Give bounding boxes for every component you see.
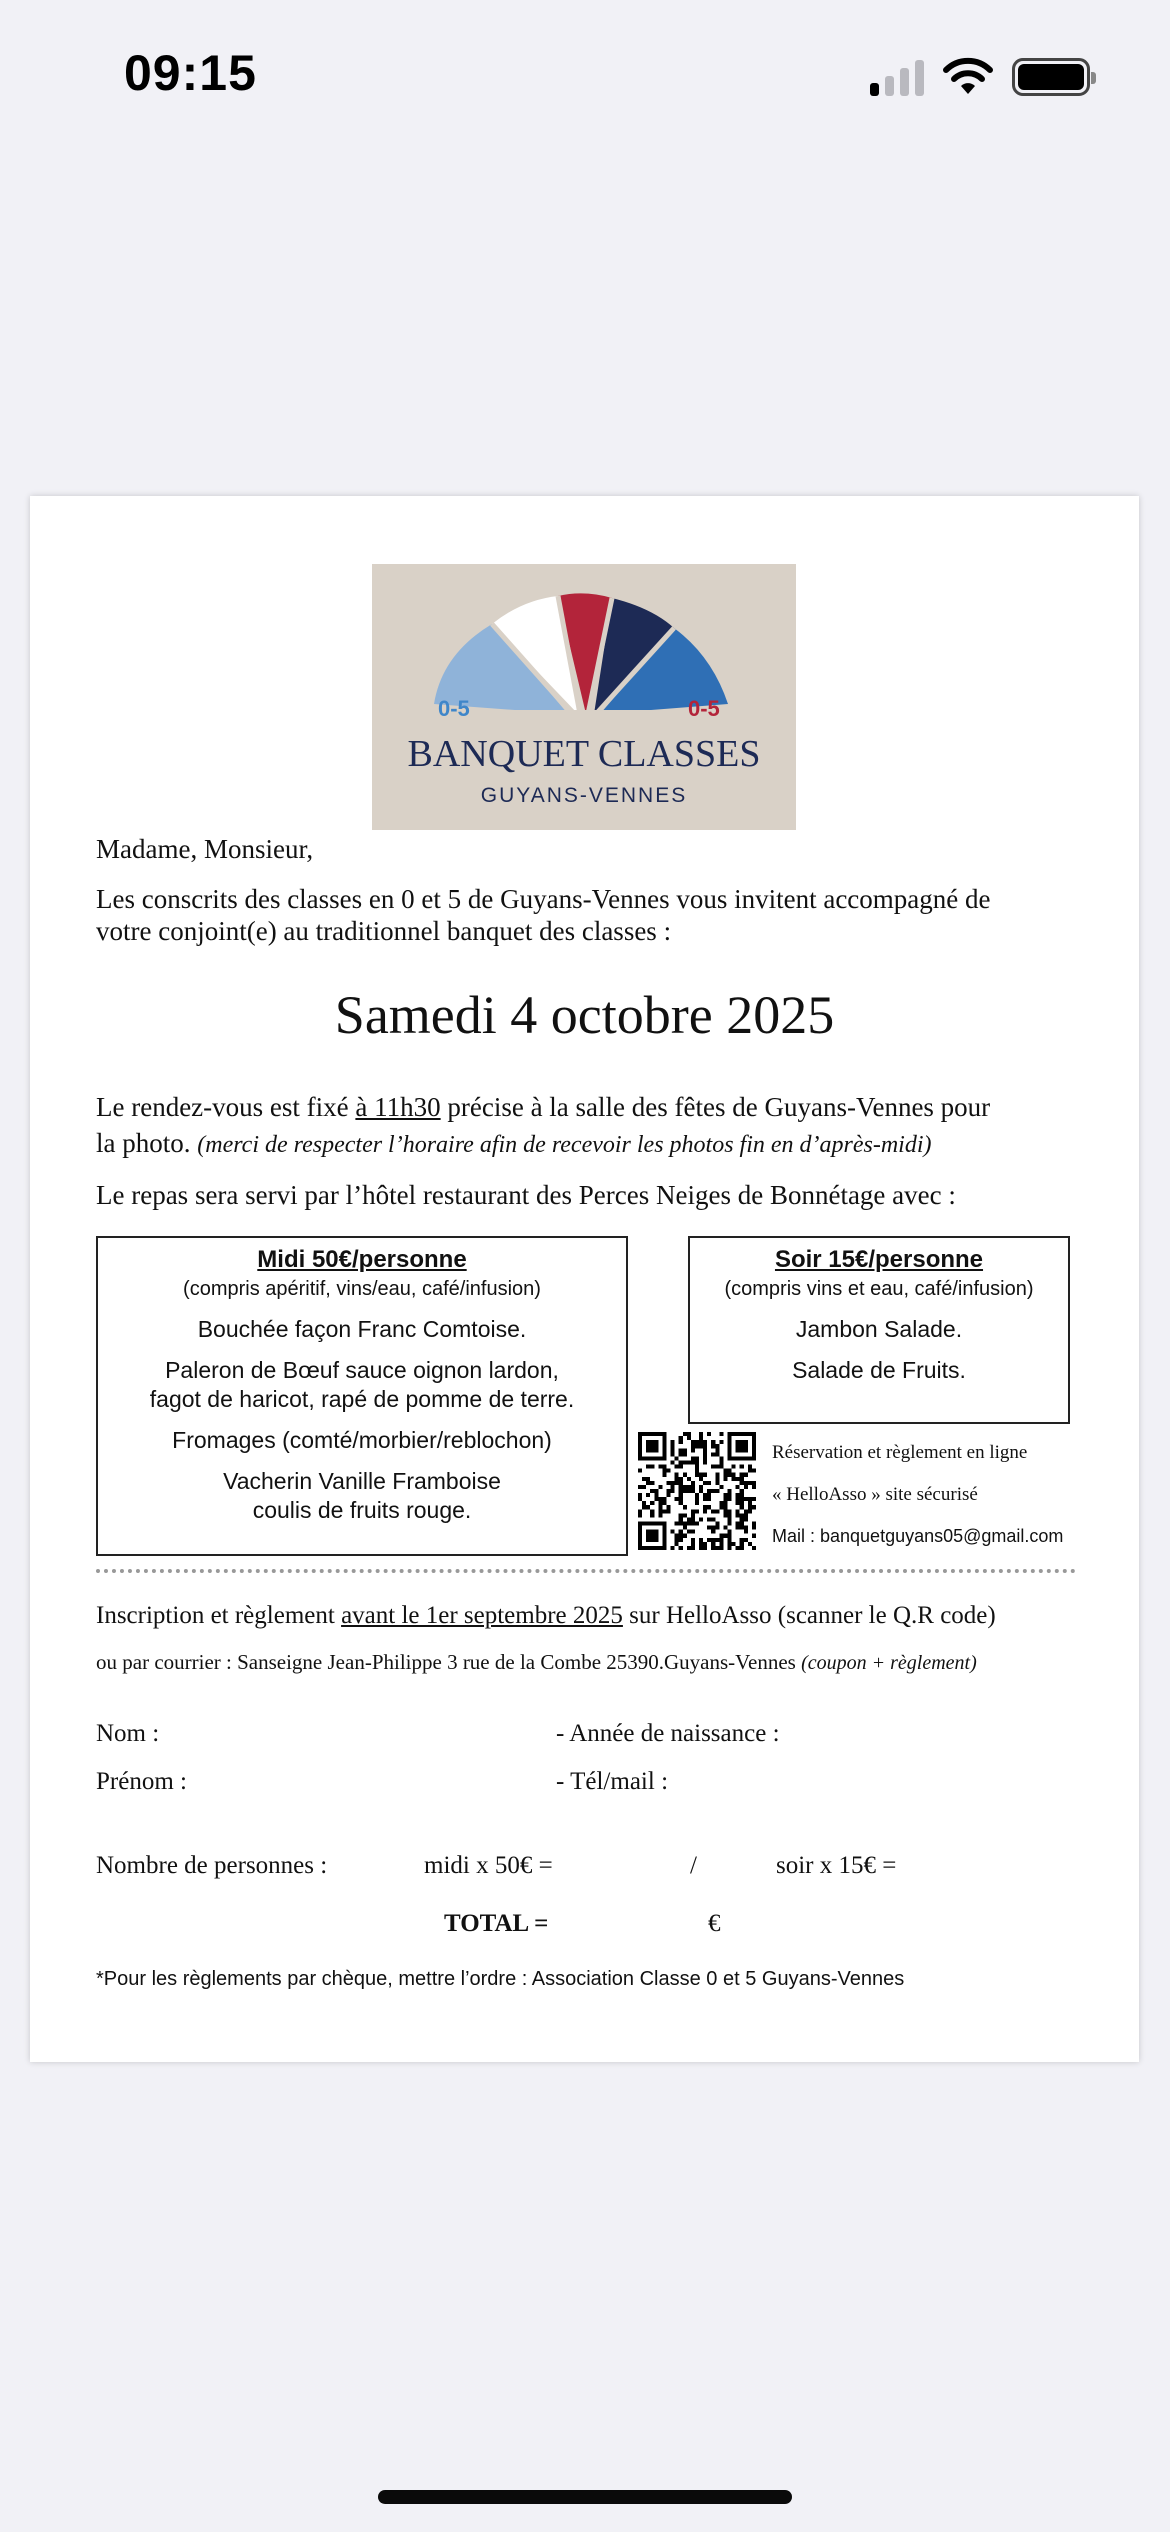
wifi-icon xyxy=(942,56,994,96)
menu-midi-note: (compris apéritif, vins/eau, café/infusion) xyxy=(183,1278,541,1300)
logo-title: BANQUET CLASSES xyxy=(407,733,761,775)
flyer-document xyxy=(30,496,1139,2062)
rdv-text: Le rendez-vous est fixé xyxy=(96,1092,356,1122)
form-slash: / xyxy=(690,1852,697,1879)
menu-midi-title: Midi 50€/personne xyxy=(257,1246,467,1273)
inscription-line: Inscription et règlement avant le 1er septembre 2025 sur HelloAsso (scanner le Q.R code) xyxy=(96,1602,996,1629)
rdv-time: à 11h30 xyxy=(355,1092,441,1122)
form-euro-symbol: € xyxy=(708,1910,721,1937)
battery-icon xyxy=(1012,58,1090,96)
cellular-signal-icon xyxy=(870,58,924,96)
reservation-mail[interactable]: Mail : banquetguyans05@gmail.com xyxy=(772,1526,1064,1546)
menu-soir-items xyxy=(690,1315,1068,1385)
cut-line xyxy=(96,1569,1076,1573)
menu-soir-note: (compris vins et eau, café/infusion) xyxy=(724,1278,1034,1300)
menu-soir-title: Soir 15€/personne xyxy=(774,1246,984,1273)
menu-item: Jambon Salade. xyxy=(795,1316,963,1342)
date-headline: Samedi 4 octobre 2025 xyxy=(334,985,835,1045)
menu-item: Paleron de Bœuf sauce oignon lardon, fagot de haricot, rapé de pomme de terre. xyxy=(149,1357,575,1412)
courrier-address: Sanseigne Jean-Philippe 3 rue de la Combe 25390.Guyans-Vennes xyxy=(237,1650,802,1674)
logo-subtitle: GUYANS-VENNES xyxy=(480,784,688,807)
meal-intro: Le repas sera servi par l’hôtel restaurant des Perces Neiges de Bonnétage avec : xyxy=(96,1180,956,1210)
menu-midi-box xyxy=(96,1236,628,1556)
courrier-line: ou par courrier : Sanseigne Jean-Philippe 3 rue de la Combe 25390.Guyans-Vennes (coupon + règlement) xyxy=(96,1650,977,1674)
rdv-line-1 xyxy=(96,1090,990,1124)
rdv-text-2: précise à la salle des fêtes de Guyans-Vennes pour xyxy=(440,1092,991,1122)
form-nom-label: Nom : xyxy=(96,1720,160,1747)
reservation-line-1: Réservation et règlement en ligne xyxy=(772,1442,1028,1463)
menu-item: Vacherin Vanille Framboise coulis de fruits rouge. xyxy=(223,1468,501,1523)
menu-soir-box xyxy=(688,1236,1070,1424)
home-indicator[interactable] xyxy=(378,2490,792,2504)
status-bar xyxy=(0,0,1170,150)
status-time: 09:15 xyxy=(124,45,257,101)
menu-item: Fromages (comté/morbier/reblochon) xyxy=(172,1427,552,1453)
status-icons xyxy=(870,56,1090,96)
menu-item: Bouchée façon Franc Comtoise. xyxy=(197,1316,527,1342)
rdv-note: (merci de respecter l’horaire afin de recevoir les photos fin en d’après-midi) xyxy=(197,1132,932,1158)
reservation-line-2: « HelloAsso » site sécurisé xyxy=(772,1484,978,1505)
form-tel-label: - Tél/mail : xyxy=(556,1768,669,1795)
form-total-label: TOTAL = xyxy=(444,1910,549,1937)
form-midi-label: midi x 50€ = xyxy=(424,1852,553,1879)
menu-midi-items xyxy=(98,1315,626,1525)
qr-code[interactable] xyxy=(638,1432,756,1550)
rdv-photo: la photo. xyxy=(96,1128,198,1158)
courrier-note: (coupon + règlement) xyxy=(801,1652,977,1674)
menu-item: Salade de Fruits. xyxy=(792,1357,966,1383)
form-annee-label: - Année de naissance : xyxy=(556,1720,780,1747)
logo-right-number: 0-5 xyxy=(688,696,720,721)
banquet-logo xyxy=(372,564,796,830)
cheque-footnote: *Pour les règlements par chèque, mettre l’ordre : Association Classe 0 et 5 Guyans-Vennes xyxy=(96,1968,905,1990)
rdv-line-2 xyxy=(96,1126,932,1162)
greeting: Madame, Monsieur, xyxy=(96,834,314,864)
logo-left-number: 0-5 xyxy=(438,696,470,721)
inscription-deadline: avant le 1er septembre 2025 xyxy=(341,1602,623,1629)
form-soir-label: soir x 15€ = xyxy=(776,1852,897,1879)
form-nombre-label: Nombre de personnes : xyxy=(96,1852,328,1879)
intro-line-1: Les conscrits des classes en 0 et 5 de Guyans-Vennes vous invitent accompagné de xyxy=(96,884,991,914)
form-prenom-label: Prénom : xyxy=(96,1768,187,1795)
intro-line-2: votre conjoint(e) au traditionnel banquet des classes : xyxy=(96,916,672,946)
